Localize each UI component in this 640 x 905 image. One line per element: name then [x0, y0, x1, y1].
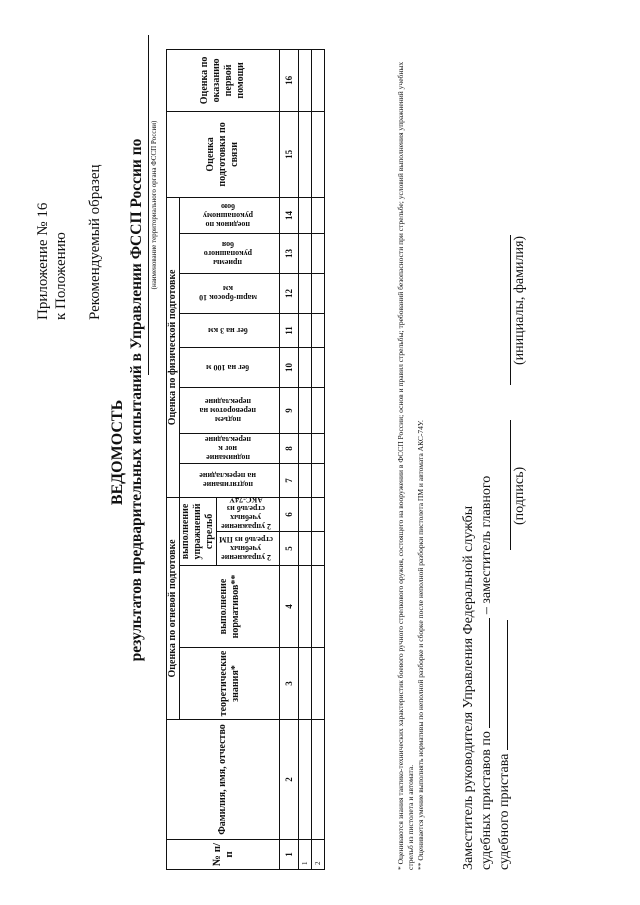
signatory-title-line-3 — [495, 620, 513, 870]
region-blank-line — [477, 618, 490, 728]
header-aks-shooting: 2 упражнение учебных стрельб из АКС-74У — [217, 497, 280, 531]
column-number: 10 — [280, 347, 299, 387]
table-header-row-1 — [167, 49, 180, 869]
table-cell — [299, 433, 312, 463]
table-cell — [299, 566, 312, 648]
table-cell — [299, 720, 312, 840]
sample-note: Рекомендуемый образец — [87, 164, 103, 320]
document-title: ВЕДОМОСТЬ — [109, 399, 126, 506]
column-number: 5 — [280, 532, 299, 566]
organ-name-caption: (наименование территориального органа ФССП России) — [148, 35, 159, 375]
header-shooting-exercises: выполнение упражнений стрельб — [180, 497, 217, 565]
column-number: 12 — [280, 273, 299, 313]
table-cell — [312, 463, 325, 497]
header-march-10km: марш-бросок 10 км — [180, 273, 280, 313]
signatory-title-line-2 — [477, 476, 495, 870]
signatory-title-line-1: Заместитель руководителя Управления Федеральной службы — [461, 505, 476, 870]
header-run-100m: бег на 100 м — [180, 347, 280, 387]
table-cell — [312, 49, 325, 111]
table-cell — [299, 233, 312, 273]
table-number-row — [280, 49, 299, 869]
footnote-theory: * Оцениваются знания тактико-технических характеристик боевого ручного стрелкового оружия, состоящего на вооружении в ФССП России; основ и правил стрельбы; требований безопасности при стрельбе; условий выполнения упражнений учебных стрельб из пистолета и автомата. — [396, 61, 415, 870]
table-cell — [299, 111, 312, 197]
table-row — [312, 49, 325, 869]
column-number: 4 — [280, 566, 299, 648]
table-cell — [299, 497, 312, 531]
header-full-name: Фамилия, имя, отчество — [167, 720, 280, 840]
signature-label: (подпись) — [512, 466, 527, 525]
column-number: 13 — [280, 233, 299, 273]
regulation-reference: к Положению — [53, 232, 69, 320]
row-number: 2 — [312, 840, 325, 870]
header-first-aid: Оценка по оказанию первой помощи — [167, 49, 280, 111]
signatory-bailiff: судебного пристава — [497, 753, 512, 870]
table-cell — [299, 648, 312, 720]
column-number: 16 — [280, 49, 299, 111]
document-subtitle: результатов предварительных испытаний в Управлении ФССП России по — [128, 138, 145, 662]
table-row — [299, 49, 312, 869]
footnote-norms: ** Оценивается умение выполнять нормативы по неполной разборке и сборке после неполной разборки пистолета ПМ и автомата АКС-74У. — [416, 420, 425, 870]
table-cell — [299, 313, 312, 347]
header-pullup: подтягивание на перекладине — [180, 463, 280, 497]
column-number: 6 — [280, 497, 299, 531]
table-cell — [312, 720, 325, 840]
header-communications: Оценка подготовки по связи — [167, 111, 280, 197]
name-line — [510, 235, 511, 385]
row-number: 1 — [299, 840, 312, 870]
table-cell — [312, 313, 325, 347]
table-cell — [312, 347, 325, 387]
table-cell — [299, 197, 312, 233]
table-cell — [312, 648, 325, 720]
column-number: 1 — [280, 840, 299, 870]
table-cell — [312, 387, 325, 433]
results-table — [166, 49, 325, 870]
signatory-deputy-suffix: – заместитель главного — [479, 475, 494, 615]
table-cell — [299, 347, 312, 387]
column-number: 3 — [280, 648, 299, 720]
column-number: 7 — [280, 463, 299, 497]
signatory-region-prefix: судебных приставов по — [479, 731, 494, 870]
header-number: № п/п — [167, 840, 280, 870]
table-cell — [299, 273, 312, 313]
table-cell — [312, 273, 325, 313]
table-cell — [312, 566, 325, 648]
column-number: 15 — [280, 111, 299, 197]
table-cell — [299, 387, 312, 433]
header-fire-training: Оценка по огневой подготовке — [167, 497, 180, 719]
header-physical-training: Оценка по физической подготовке — [167, 197, 180, 497]
header-pm-shooting: 2 упражнение учебных стрельб из ПМ — [217, 532, 280, 566]
column-number: 8 — [280, 433, 299, 463]
header-combat-techniques: приемы рукопашного боя — [180, 233, 280, 273]
bailiff-blank-line — [495, 620, 508, 750]
appendix-number: Приложение № 16 — [35, 202, 51, 320]
column-number: 11 — [280, 313, 299, 347]
column-number: 2 — [280, 720, 299, 840]
column-number: 9 — [280, 387, 299, 433]
table-cell — [312, 433, 325, 463]
signature-line — [510, 420, 511, 550]
table-cell — [312, 497, 325, 531]
table-cell — [299, 532, 312, 566]
table-cell — [299, 49, 312, 111]
name-label: (инициалы, фамилия) — [512, 235, 527, 365]
header-run-3km: бег на 3 км — [180, 313, 280, 347]
table-cell — [312, 111, 325, 197]
header-hand-to-hand: поединок по рукопашному бою — [180, 197, 280, 233]
table-cell — [312, 532, 325, 566]
header-leg-raise: поднимание ног к перекладине — [180, 433, 280, 463]
table-cell — [312, 197, 325, 233]
column-number: 14 — [280, 197, 299, 233]
header-norms: выполнение нормативов** — [180, 566, 280, 648]
table-cell — [299, 463, 312, 497]
header-theory: теоретические знания* — [180, 648, 280, 720]
header-turnover: подъем переворотом на перекладине — [180, 387, 280, 433]
table-cell — [312, 233, 325, 273]
